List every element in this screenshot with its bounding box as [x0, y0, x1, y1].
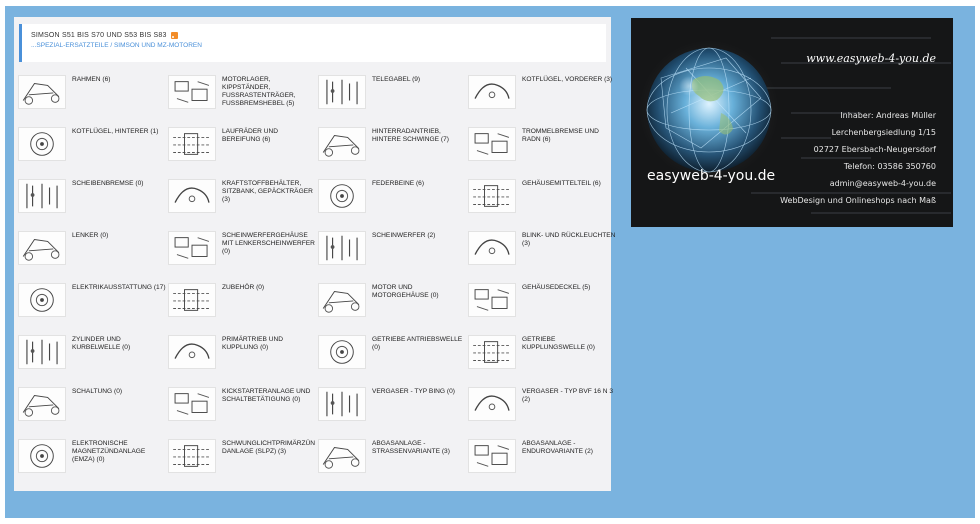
category-item[interactable]	[168, 231, 318, 283]
enduro-exhaust-drawing-icon[interactable]	[468, 439, 516, 473]
category-label[interactable]: VERGASER - TYP BVF 16 N 3 (2)	[522, 388, 614, 403]
drum-brake-drawing-icon[interactable]	[468, 127, 516, 161]
disc-brake-drawing-icon[interactable]	[18, 179, 66, 213]
electrics-drawing-icon[interactable]	[18, 283, 66, 317]
gearbox-drawing-icon[interactable]	[318, 335, 366, 369]
category-item[interactable]	[468, 127, 618, 179]
frame-drawing-icon[interactable]	[18, 75, 66, 109]
category-label[interactable]: ELEKTRIKAUSSTATTUNG (17)	[72, 284, 166, 291]
motor-mount-drawing-icon[interactable]	[168, 75, 216, 109]
category-item[interactable]	[318, 231, 468, 283]
ad-phone: Telefon: 03586 350760	[843, 162, 936, 171]
category-label[interactable]: MOTORLAGER, KIPPSTÄNDER, FUSSRASTENTRÄGER, FUSSBREMSHEBEL (5)	[222, 76, 296, 107]
category-label[interactable]: ELEKTRONISCHE MAGNETZÜNDANLAGE (EMZA) (0)	[72, 440, 146, 463]
category-item[interactable]	[468, 439, 618, 491]
clutch-drawing-icon[interactable]	[168, 335, 216, 369]
category-item[interactable]	[18, 179, 168, 231]
category-label[interactable]: KOTFLÜGEL, VORDERER (3)	[522, 76, 613, 83]
indicator-drawing-icon[interactable]	[468, 231, 516, 265]
category-label[interactable]: TELEGABEL (9)	[372, 76, 421, 83]
page-title: SIMSON S51 BIS S70 UND S53 BIS S83	[31, 32, 167, 39]
housing-drawing-icon[interactable]	[468, 179, 516, 213]
category-label[interactable]: ZUBEHÖR (0)	[222, 284, 265, 291]
category-item[interactable]	[318, 127, 468, 179]
handlebar-drawing-icon[interactable]	[18, 231, 66, 265]
category-label[interactable]: VERGASER - TYP BING (0)	[372, 388, 455, 395]
category-label[interactable]: ABGASANLAGE - STRASSENVARIANTE (3)	[372, 440, 450, 455]
rss-icon[interactable]	[171, 32, 178, 39]
shifter-drawing-icon[interactable]	[18, 387, 66, 421]
wheel-drawing-icon[interactable]	[168, 127, 216, 161]
category-item[interactable]	[468, 387, 618, 439]
category-label[interactable]: LAUFRÄDER UND BEREIFUNG (6)	[222, 128, 279, 143]
carburetor-bvf-drawing-icon[interactable]	[468, 387, 516, 421]
ad-owner: Inhaber: Andreas Müller	[840, 111, 936, 120]
main-content	[14, 17, 616, 491]
category-item[interactable]	[18, 75, 168, 127]
category-label[interactable]: FEDERBEINE (6)	[372, 180, 425, 187]
category-label[interactable]: ZYLINDER UND KURBELWELLE (0)	[72, 336, 131, 351]
category-item[interactable]	[318, 335, 468, 387]
swingarm-drawing-icon[interactable]	[318, 127, 366, 161]
category-item[interactable]	[468, 283, 618, 335]
category-label[interactable]: RAHMEN (6)	[72, 76, 111, 83]
category-item[interactable]	[168, 335, 318, 387]
advertisement-banner[interactable]	[631, 18, 953, 227]
ad-tagline: WebDesign und Onlineshops nach Maß	[780, 196, 936, 205]
category-label[interactable]: HINTERRADANTRIEB, HINTERE SCHWINGE (7)	[372, 128, 449, 143]
category-item[interactable]	[468, 335, 618, 387]
ad-brand: easyweb-4-you.de	[647, 168, 776, 184]
category-item[interactable]	[318, 387, 468, 439]
breadcrumb[interactable]: ...SPEZIAL-ERSATZTEILE / SIMSON UND MZ-MOTOREN	[31, 42, 202, 49]
carburetor-drawing-icon[interactable]	[318, 387, 366, 421]
category-item[interactable]	[18, 335, 168, 387]
category-label[interactable]: BLINK- UND RÜCKLEUCHTEN (3)	[522, 232, 616, 247]
fork-drawing-icon[interactable]	[318, 75, 366, 109]
category-label[interactable]: KOTFLÜGEL, HINTERER (1)	[72, 128, 159, 135]
category-label[interactable]: SCHEIBENBREMSE (0)	[72, 180, 144, 187]
tank-drawing-icon[interactable]	[168, 179, 216, 213]
shaft-drawing-icon[interactable]	[468, 335, 516, 369]
category-item[interactable]	[18, 231, 168, 283]
category-item[interactable]	[468, 231, 618, 283]
ad-street: Lerchenbergsiedlung 1/15	[831, 128, 936, 137]
category-item[interactable]	[18, 387, 168, 439]
rear-fender-drawing-icon[interactable]	[18, 127, 66, 161]
category-label[interactable]: SCHWUNGLICHTPRIMÄRZÜNDANLAGE (SLPZ) (3)	[222, 440, 316, 455]
category-item[interactable]	[18, 439, 168, 491]
category-item[interactable]	[168, 283, 318, 335]
category-item[interactable]	[468, 75, 618, 127]
ad-email: admin@easyweb-4-you.de	[829, 179, 936, 188]
category-label[interactable]: LENKER (0)	[72, 232, 109, 239]
kickstarter-drawing-icon[interactable]	[168, 387, 216, 421]
category-item[interactable]	[168, 127, 318, 179]
category-label[interactable]: GETRIEBE ANTRIEBSWELLE (0)	[372, 336, 463, 351]
ad-city: 02727 Ebersbach-Neugersdorf	[813, 145, 936, 154]
category-label[interactable]: SCHALTUNG (0)	[72, 388, 123, 395]
category-label[interactable]: KRAFTSTOFFBEHÄLTER, SITZBANK, GEPÄCKTRÄGER (3)	[222, 180, 313, 203]
headlight-drawing-icon[interactable]	[318, 231, 366, 265]
category-item[interactable]	[168, 439, 318, 491]
ad-url: www.easyweb-4-you.de	[806, 52, 936, 65]
category-item[interactable]	[318, 179, 468, 231]
category-label[interactable]: PRIMÄRTRIEB UND KUPPLUNG (0)	[222, 336, 284, 351]
category-item[interactable]	[168, 387, 318, 439]
category-label[interactable]: GEHÄUSEDECKEL (5)	[522, 284, 591, 291]
category-item[interactable]	[318, 439, 468, 491]
category-label[interactable]: SCHEINWERFERGEHÄUSE MIT LENKERSCHEINWERFER (0)	[222, 232, 315, 255]
cylinder-drawing-icon[interactable]	[18, 335, 66, 369]
category-item[interactable]	[318, 283, 468, 335]
engine-drawing-icon[interactable]	[318, 283, 366, 317]
category-label[interactable]: GETRIEBE KUPPLUNGSWELLE (0)	[522, 336, 595, 351]
category-label[interactable]: SCHEINWERFER (2)	[372, 232, 436, 239]
category-label[interactable]: ABGASANLAGE - ENDUROVARIANTE (2)	[522, 440, 593, 455]
accessory-drawing-icon[interactable]	[168, 283, 216, 317]
exhaust-drawing-icon[interactable]	[318, 439, 366, 473]
category-label[interactable]: KICKSTARTERANLAGE UND SCHALTBETÄTIGUNG (0)	[222, 388, 311, 403]
category-grid	[18, 75, 616, 491]
category-item[interactable]	[168, 179, 318, 231]
category-item[interactable]	[18, 127, 168, 179]
category-label[interactable]: TROMMELBREMSE UND RADN (6)	[522, 128, 599, 143]
category-label[interactable]: GEHÄUSEMITTELTEIL (6)	[522, 180, 601, 187]
cover-drawing-icon[interactable]	[468, 283, 516, 317]
category-item[interactable]	[318, 75, 468, 127]
ignition-drawing-icon[interactable]	[18, 439, 66, 473]
category-item[interactable]	[468, 179, 618, 231]
category-label[interactable]: MOTOR UND MOTORGEHÄUSE (0)	[372, 284, 439, 299]
category-header	[19, 24, 606, 62]
fender-drawing-icon[interactable]	[468, 75, 516, 109]
flywheel-drawing-icon[interactable]	[168, 439, 216, 473]
category-item[interactable]	[18, 283, 168, 335]
shock-drawing-icon[interactable]	[318, 179, 366, 213]
headlight-housing-drawing-icon[interactable]	[168, 231, 216, 265]
category-item[interactable]	[168, 75, 318, 127]
